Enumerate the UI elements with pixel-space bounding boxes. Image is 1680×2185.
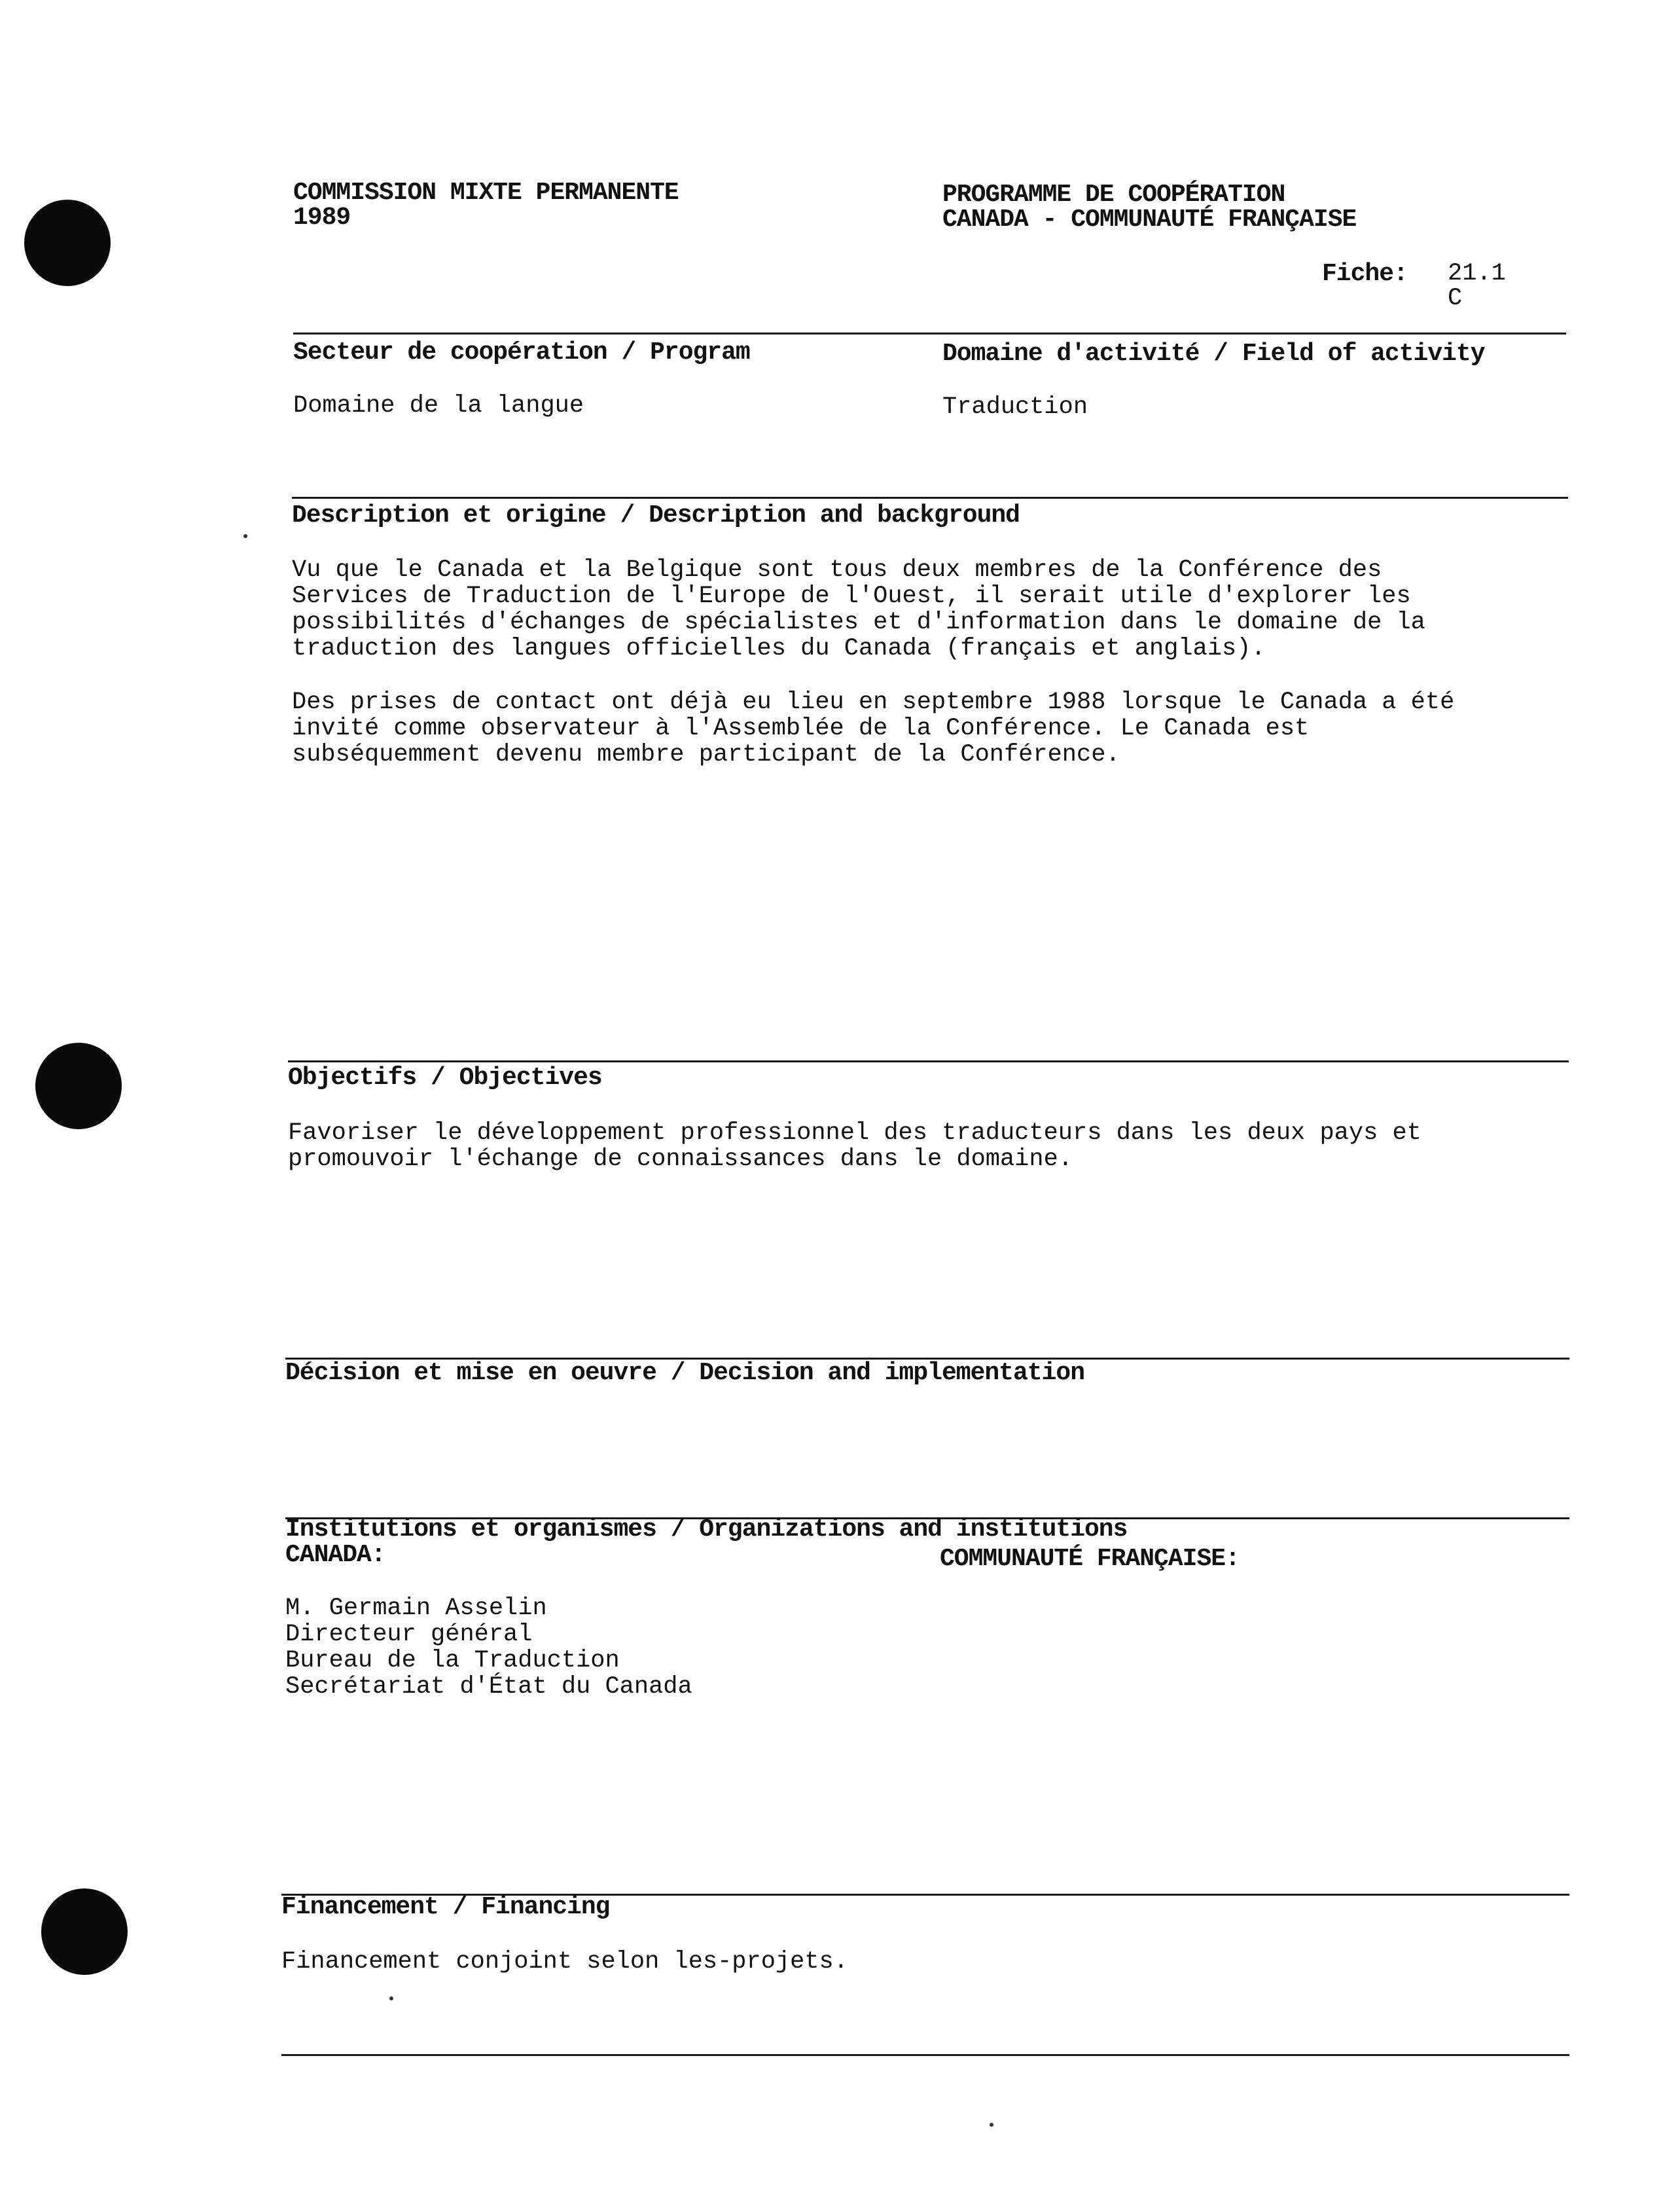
section-divider [292, 497, 1568, 499]
fiche-letter: C [1448, 285, 1463, 312]
fiche-number: 21.1 [1448, 260, 1506, 287]
commission-year: 1989 [293, 204, 351, 232]
decision-heading: Décision et mise en oeuvre / Decision and implementation [285, 1359, 1085, 1387]
description-paragraph1-line3: possibilités d'échanges de spécialistes et d'information dans le domaine de la [292, 609, 1425, 636]
field-of-activity-heading: Domaine d'activité / Field of activity [942, 340, 1485, 368]
communaute-label: COMMUNAUTÉ FRANÇAISE: [940, 1545, 1240, 1573]
canada-contact-line1: M. Germain Asselin [285, 1595, 547, 1622]
description-paragraph1-line2: Services de Traduction de l'Europe de l'Ouest, il serait utile d'explorer les [292, 583, 1411, 610]
financing-text: Financement conjoint selon les-projets. [281, 1948, 848, 1976]
description-paragraph2-line2: invité comme observateur à l'Assemblée de la Conférence. Le Canada est [292, 715, 1310, 742]
commission-title: COMMISSION MIXTE PERMANENTE [293, 179, 679, 207]
canada-contact-line2: Directeur général [285, 1621, 533, 1648]
section-divider [293, 333, 1566, 334]
financing-heading: Financement / Financing [281, 1893, 610, 1921]
program-value: Domaine de la langue [293, 392, 584, 420]
punch-hole-middle [35, 1043, 122, 1129]
objectives-line1: Favoriser le développement professionnel des traducteurs dans les deux pays et [288, 1119, 1421, 1147]
objectives-heading: Objectifs / Objectives [288, 1064, 602, 1092]
description-paragraph2-line1: Des prises de contact ont déjà eu lieu en septembre 1988 lorsque le Canada a été [292, 689, 1455, 716]
program-heading: Secteur de coopération / Program [293, 338, 750, 367]
field-of-activity-value: Traduction [942, 393, 1088, 421]
punch-hole-bottom [41, 1888, 128, 1975]
description-paragraph1-line4: traduction des langues officielles du Canada (français et anglais). [292, 635, 1266, 662]
canada-contact-line3: Bureau de la Traduction [285, 1647, 620, 1674]
description-heading: Description et origine / Description and background [292, 501, 1020, 530]
scan-speck [990, 2123, 993, 2127]
institutions-heading: Institutions et organismes / Organizations and institutions [285, 1515, 1128, 1544]
section-divider [288, 1060, 1569, 1062]
fiche-label: Fiche: [1322, 260, 1408, 288]
scan-speck [243, 534, 247, 538]
punch-hole-top [24, 200, 111, 286]
program-title: PROGRAMME DE COOPÉRATION [942, 181, 1285, 209]
bottom-divider [281, 2054, 1569, 2056]
scan-speck [389, 1996, 393, 2000]
canada-contact-line4: Secrétariat d'État du Canada [285, 1673, 692, 1701]
objectives-line2: promouvoir l'échange de connaissances dans le domaine. [288, 1146, 1073, 1173]
description-paragraph1-line1: Vu que le Canada et la Belgique sont tous deux membres de la Conférence des [292, 556, 1382, 584]
canada-label: CANADA: [285, 1541, 385, 1569]
description-paragraph2-line3: subséquemment devenu membre participant de la Conférence. [292, 741, 1120, 768]
program-subtitle: CANADA - COMMUNAUTÉ FRANÇAISE [942, 206, 1357, 234]
